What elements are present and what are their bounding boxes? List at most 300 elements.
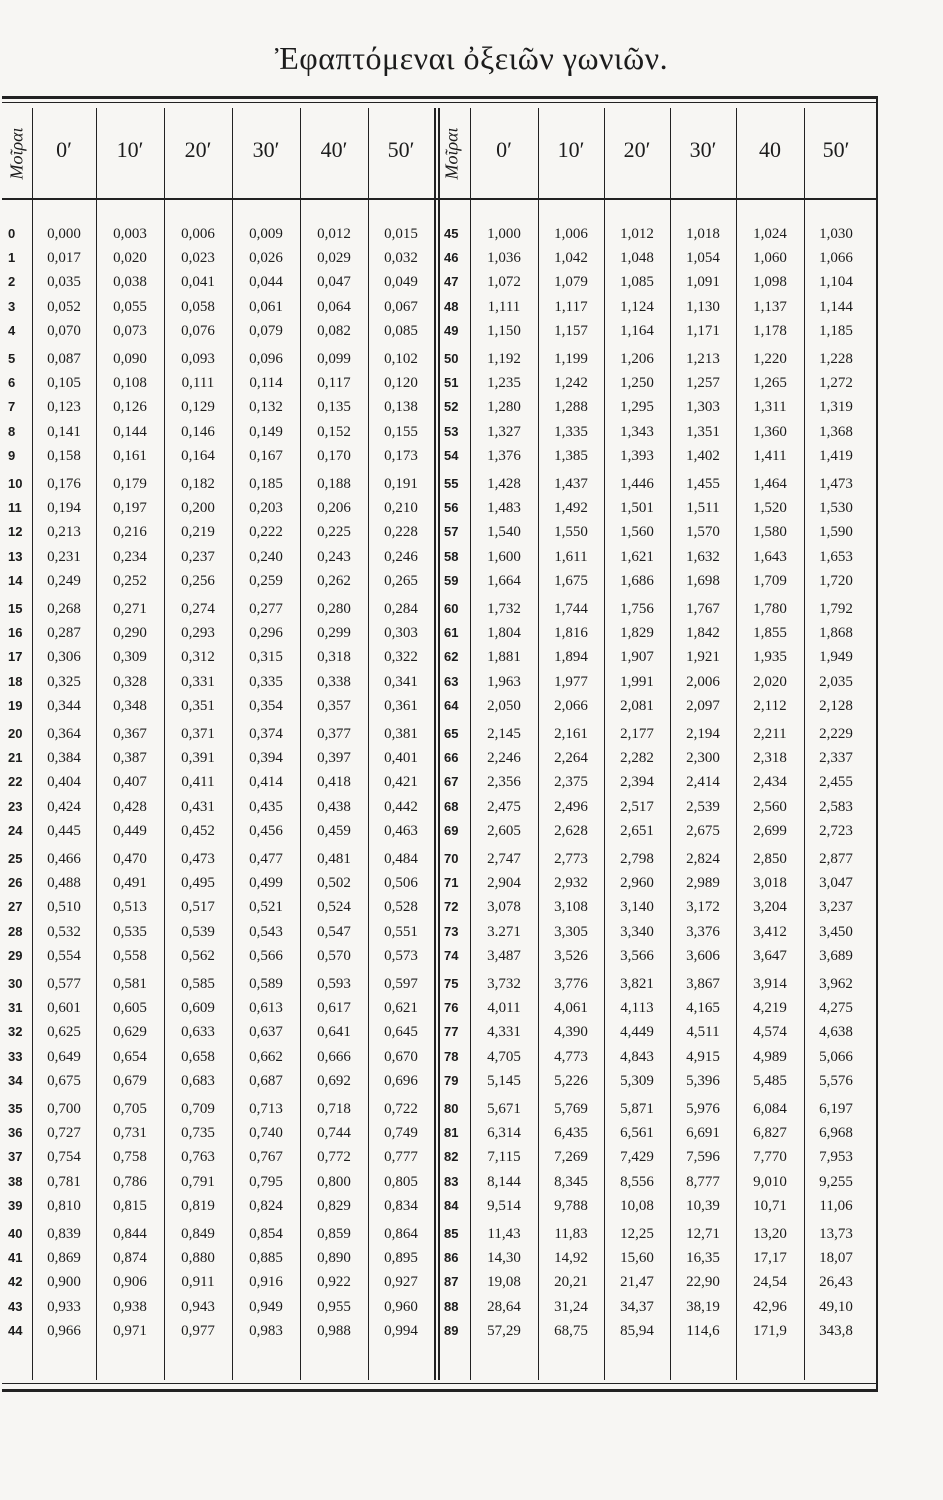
right-value-cell: 1,024 bbox=[753, 226, 787, 242]
left-value-cell: 0,404 bbox=[47, 774, 81, 791]
left-value-cell: 0,477 bbox=[249, 851, 283, 867]
left-value-cell: 0,585 bbox=[181, 976, 215, 992]
left-value-cell: 0,524 bbox=[317, 899, 351, 916]
left-value-cell: 0,767 bbox=[249, 1149, 283, 1166]
right-value-cell: 2,050 bbox=[487, 697, 521, 714]
right-value-cell: 5,226 bbox=[554, 1072, 588, 1089]
left-value-cell: 0,633 bbox=[181, 1024, 215, 1041]
right-degree-cell: 51 bbox=[444, 375, 459, 391]
right-value-cell: 1,621 bbox=[620, 548, 654, 565]
left-degree-cell: 32 bbox=[8, 1024, 23, 1040]
left-value-cell: 0,558 bbox=[113, 947, 147, 964]
right-value-cell: 4,275 bbox=[819, 1000, 853, 1017]
right-value-cell: 8,556 bbox=[620, 1173, 654, 1190]
left-value-cell: 0,055 bbox=[113, 298, 147, 315]
right-value-cell: 2,375 bbox=[554, 774, 588, 791]
right-value-cell: 6,968 bbox=[819, 1125, 853, 1142]
table-row bbox=[0, 371, 943, 395]
left-value-cell: 0,601 bbox=[47, 1000, 81, 1017]
right-degree-cell: 80 bbox=[444, 1101, 459, 1116]
left-value-cell: 0,506 bbox=[384, 875, 418, 892]
right-value-cell: 2,356 bbox=[487, 774, 521, 791]
right-value-cell: 5,769 bbox=[554, 1101, 588, 1117]
left-value-cell: 0,328 bbox=[113, 673, 147, 690]
right-value-cell: 5,976 bbox=[686, 1101, 720, 1117]
left-value-cell: 0,763 bbox=[181, 1149, 215, 1166]
right-value-cell: 1,446 bbox=[620, 476, 654, 492]
table-row bbox=[0, 1020, 943, 1044]
right-value-cell: 1,030 bbox=[819, 226, 853, 242]
right-value-cell: 1,185 bbox=[819, 322, 853, 339]
left-value-cell: 0,252 bbox=[113, 572, 147, 589]
left-value-cell: 0,194 bbox=[47, 500, 81, 517]
right-value-cell: 3,305 bbox=[554, 923, 588, 940]
left-value-cell: 0,164 bbox=[181, 447, 215, 464]
right-degree-cell: 45 bbox=[444, 226, 459, 241]
right-degree-cell: 59 bbox=[444, 572, 459, 588]
right-value-cell: 2,264 bbox=[554, 750, 588, 767]
left-value-cell: 0,922 bbox=[317, 1274, 351, 1291]
left-degree-cell: 18 bbox=[8, 673, 23, 689]
left-value-cell: 0,231 bbox=[47, 548, 81, 565]
right-minute-header-4: 40 bbox=[759, 137, 781, 162]
right-value-cell: 2,211 bbox=[753, 726, 787, 742]
right-value-cell: 4,989 bbox=[753, 1048, 787, 1065]
left-value-cell: 0,047 bbox=[317, 274, 351, 291]
left-value-cell: 0,087 bbox=[47, 351, 81, 367]
right-value-cell: 42,96 bbox=[753, 1298, 787, 1315]
right-value-cell: 5,066 bbox=[819, 1048, 853, 1065]
minute-header-4: 40′ bbox=[320, 137, 348, 162]
right-value-cell: 2,989 bbox=[686, 875, 720, 892]
left-value-cell: 0,216 bbox=[113, 524, 147, 541]
right-value-cell: 3,078 bbox=[487, 899, 521, 916]
left-value-cell: 0,079 bbox=[249, 322, 283, 339]
table-row bbox=[0, 246, 943, 270]
left-value-cell: 0,740 bbox=[249, 1125, 283, 1142]
right-value-cell: 3,108 bbox=[554, 899, 588, 916]
right-value-cell: 1,894 bbox=[554, 649, 588, 666]
right-value-cell: 34,37 bbox=[620, 1298, 654, 1315]
right-value-cell: 2,675 bbox=[686, 822, 720, 839]
right-value-cell: 1,327 bbox=[487, 423, 521, 440]
right-value-cell: 5,396 bbox=[686, 1072, 720, 1089]
left-value-cell: 0,521 bbox=[249, 899, 283, 916]
right-value-cell: 1,675 bbox=[554, 572, 588, 589]
right-value-cell: 1,178 bbox=[753, 322, 787, 339]
left-value-cell: 0,287 bbox=[47, 625, 81, 642]
right-value-cell: 13,20 bbox=[753, 1226, 787, 1242]
left-value-cell: 0,570 bbox=[317, 947, 351, 964]
right-value-cell: 3,914 bbox=[753, 976, 787, 992]
left-value-cell: 0,312 bbox=[181, 649, 215, 666]
right-value-cell: 1,437 bbox=[554, 476, 588, 492]
left-value-cell: 0,654 bbox=[113, 1048, 147, 1065]
left-value-cell: 0,265 bbox=[384, 572, 418, 589]
right-value-cell: 4,331 bbox=[487, 1024, 521, 1041]
right-value-cell: 9,514 bbox=[487, 1197, 521, 1214]
right-value-cell: 1,343 bbox=[620, 423, 654, 440]
right-value-cell: 1,213 bbox=[686, 351, 720, 367]
right-value-cell: 1,036 bbox=[487, 250, 521, 267]
right-value-cell: 2,628 bbox=[554, 822, 588, 839]
right-degree-cell: 48 bbox=[444, 298, 459, 314]
right-value-cell: 1,590 bbox=[819, 524, 853, 541]
right-value-cell: 2,081 bbox=[620, 697, 654, 714]
left-value-cell: 0,262 bbox=[317, 572, 351, 589]
right-value-cell: 4,219 bbox=[753, 1000, 787, 1017]
table-row bbox=[0, 1045, 943, 1069]
right-value-cell: 2,932 bbox=[554, 875, 588, 892]
right-value-cell: 1,012 bbox=[620, 226, 654, 242]
table-row bbox=[0, 1222, 943, 1246]
left-degree-cell: 12 bbox=[8, 524, 23, 540]
right-value-cell: 68,75 bbox=[554, 1322, 588, 1339]
left-value-cell: 0,513 bbox=[113, 899, 147, 916]
left-value-cell: 0,344 bbox=[47, 697, 81, 714]
left-value-cell: 0,605 bbox=[113, 1000, 147, 1017]
left-value-cell: 0,499 bbox=[249, 875, 283, 892]
left-value-cell: 0,683 bbox=[181, 1072, 215, 1089]
left-value-cell: 0,141 bbox=[47, 423, 81, 440]
left-degree-cell: 43 bbox=[8, 1298, 23, 1314]
left-value-cell: 0,718 bbox=[317, 1101, 351, 1117]
left-value-cell: 0,577 bbox=[47, 976, 81, 992]
right-value-cell: 4,843 bbox=[620, 1048, 654, 1065]
left-value-cell: 0,017 bbox=[47, 250, 81, 267]
left-degree-cell: 29 bbox=[8, 947, 23, 963]
right-degree-cell: 52 bbox=[444, 399, 459, 415]
right-value-cell: 2,282 bbox=[620, 750, 654, 767]
right-value-cell: 8,144 bbox=[487, 1173, 521, 1190]
right-degree-cell: 78 bbox=[444, 1048, 459, 1064]
left-degree-cell: 40 bbox=[8, 1226, 23, 1241]
left-degree-cell: 6 bbox=[8, 375, 16, 391]
right-value-cell: 1,018 bbox=[686, 226, 720, 242]
left-degree-cell: 8 bbox=[8, 423, 16, 439]
left-value-cell: 0,675 bbox=[47, 1072, 81, 1089]
right-value-cell: 1,000 bbox=[487, 226, 521, 242]
right-value-cell: 2,246 bbox=[487, 750, 521, 767]
right-value-cell: 1,550 bbox=[554, 524, 588, 541]
left-degree-cell: 14 bbox=[8, 572, 23, 588]
left-value-cell: 0,144 bbox=[113, 423, 147, 440]
right-value-cell: 2,414 bbox=[686, 774, 720, 791]
left-value-cell: 0,149 bbox=[249, 423, 283, 440]
right-degree-cell: 73 bbox=[444, 923, 459, 939]
right-value-cell: 1,732 bbox=[487, 601, 521, 617]
left-value-cell: 0,933 bbox=[47, 1298, 81, 1315]
right-value-cell: 1,560 bbox=[620, 524, 654, 541]
left-value-cell: 0,696 bbox=[384, 1072, 418, 1089]
right-value-cell: 3,237 bbox=[819, 899, 853, 916]
left-value-cell: 0,064 bbox=[317, 298, 351, 315]
left-value-cell: 0,772 bbox=[317, 1149, 351, 1166]
right-value-cell: 21,47 bbox=[620, 1274, 654, 1291]
right-value-cell: 1,428 bbox=[487, 476, 521, 492]
left-value-cell: 0,613 bbox=[249, 1000, 283, 1017]
left-value-cell: 0,800 bbox=[317, 1173, 351, 1190]
left-value-cell: 0,510 bbox=[47, 899, 81, 916]
right-degree-cell: 82 bbox=[444, 1149, 459, 1165]
right-degree-cell: 85 bbox=[444, 1226, 459, 1241]
table-row bbox=[0, 222, 943, 246]
left-value-cell: 0,449 bbox=[113, 822, 147, 839]
right-value-cell: 2,161 bbox=[554, 726, 588, 742]
right-value-cell: 2,904 bbox=[487, 875, 521, 892]
right-value-cell: 7,429 bbox=[620, 1149, 654, 1166]
right-value-cell: 2,097 bbox=[686, 697, 720, 714]
right-value-cell: 2,651 bbox=[620, 822, 654, 839]
left-value-cell: 0,325 bbox=[47, 673, 81, 690]
left-value-cell: 0,397 bbox=[317, 750, 351, 767]
left-degree-cell: 11 bbox=[8, 500, 22, 516]
left-value-cell: 0,502 bbox=[317, 875, 351, 892]
right-minute-header-0: 0′ bbox=[496, 137, 512, 162]
left-degree-cell: 20 bbox=[8, 726, 23, 741]
right-degree-cell: 63 bbox=[444, 673, 459, 689]
table-row bbox=[0, 395, 943, 419]
left-value-cell: 0,777 bbox=[384, 1149, 418, 1166]
left-value-cell: 0,114 bbox=[249, 375, 283, 392]
left-value-cell: 0,299 bbox=[317, 625, 351, 642]
table-row bbox=[0, 645, 943, 669]
right-value-cell: 4,449 bbox=[620, 1024, 654, 1041]
right-value-cell: 4,390 bbox=[554, 1024, 588, 1041]
right-value-cell: 1,192 bbox=[487, 351, 521, 367]
left-value-cell: 0,146 bbox=[181, 423, 215, 440]
right-degree-cell: 86 bbox=[444, 1250, 459, 1266]
left-value-cell: 0,988 bbox=[317, 1322, 351, 1339]
left-degree-cell: 13 bbox=[8, 548, 23, 564]
right-value-cell: 85,94 bbox=[620, 1322, 654, 1339]
right-value-cell: 3,172 bbox=[686, 899, 720, 916]
right-value-cell: 1,653 bbox=[819, 548, 853, 565]
table-row bbox=[0, 597, 943, 621]
left-degree-cell: 21 bbox=[8, 750, 23, 766]
left-value-cell: 0,885 bbox=[249, 1250, 283, 1267]
left-degree-cell: 17 bbox=[8, 649, 23, 665]
left-value-cell: 0,466 bbox=[47, 851, 81, 867]
right-value-cell: 3,047 bbox=[819, 875, 853, 892]
right-minute-header-5: 50′ bbox=[822, 137, 850, 162]
right-value-cell: 1,643 bbox=[753, 548, 787, 565]
right-value-cell: 1,756 bbox=[620, 601, 654, 617]
left-value-cell: 0,277 bbox=[249, 601, 283, 617]
left-value-cell: 0,237 bbox=[181, 548, 215, 565]
left-value-cell: 0,670 bbox=[384, 1048, 418, 1065]
right-value-cell: 1,520 bbox=[753, 500, 787, 517]
left-value-cell: 0,428 bbox=[113, 798, 147, 815]
left-value-cell: 0,170 bbox=[317, 447, 351, 464]
left-value-cell: 0,222 bbox=[249, 524, 283, 541]
left-value-cell: 0,906 bbox=[113, 1274, 147, 1291]
right-value-cell: 1,720 bbox=[819, 572, 853, 589]
right-value-cell: 17,17 bbox=[753, 1250, 787, 1267]
table-row bbox=[0, 1295, 943, 1319]
right-value-cell: 24,54 bbox=[753, 1274, 787, 1291]
table-row bbox=[0, 496, 943, 520]
left-value-cell: 0,452 bbox=[181, 822, 215, 839]
left-value-cell: 0,009 bbox=[249, 226, 283, 242]
table-row bbox=[0, 871, 943, 895]
right-value-cell: 1,483 bbox=[487, 500, 521, 517]
right-value-cell: 3,776 bbox=[554, 976, 588, 992]
left-value-cell: 0,274 bbox=[181, 601, 215, 617]
left-value-cell: 0,246 bbox=[384, 548, 418, 565]
right-degree-cell: 87 bbox=[444, 1274, 459, 1290]
left-value-cell: 0,916 bbox=[249, 1274, 283, 1291]
left-value-cell: 0,810 bbox=[47, 1197, 81, 1214]
right-degree-cell: 67 bbox=[444, 774, 459, 790]
right-value-cell: 1,829 bbox=[620, 625, 654, 642]
left-value-cell: 0,197 bbox=[113, 500, 147, 517]
right-value-cell: 2,020 bbox=[753, 673, 787, 690]
right-value-cell: 1,385 bbox=[554, 447, 588, 464]
right-value-cell: 1,085 bbox=[620, 274, 654, 291]
right-degree-cell: 69 bbox=[444, 822, 459, 838]
right-value-cell: 1,792 bbox=[819, 601, 853, 617]
right-degree-cell: 75 bbox=[444, 976, 459, 991]
right-value-cell: 1,066 bbox=[819, 250, 853, 267]
left-value-cell: 0,111 bbox=[181, 375, 215, 392]
left-value-cell: 0,637 bbox=[249, 1024, 283, 1041]
left-value-cell: 0,815 bbox=[113, 1197, 147, 1214]
right-value-cell: 1,164 bbox=[620, 322, 654, 339]
right-value-cell: 1,335 bbox=[554, 423, 588, 440]
right-value-cell: 3,204 bbox=[753, 899, 787, 916]
left-value-cell: 0,895 bbox=[384, 1250, 418, 1267]
right-value-cell: 2,006 bbox=[686, 673, 720, 690]
left-value-cell: 0,617 bbox=[317, 1000, 351, 1017]
left-degree-cell: 25 bbox=[8, 851, 23, 866]
left-value-cell: 0,394 bbox=[249, 750, 283, 767]
left-value-cell: 0,361 bbox=[384, 697, 418, 714]
right-degree-cell: 71 bbox=[444, 875, 459, 891]
right-value-cell: 26,43 bbox=[819, 1274, 853, 1291]
right-value-cell: 1,698 bbox=[686, 572, 720, 589]
table-row bbox=[0, 770, 943, 794]
minute-header-3: 30′ bbox=[252, 137, 280, 162]
table-row bbox=[0, 295, 943, 319]
right-value-cell: 1,171 bbox=[686, 322, 720, 339]
left-value-cell: 0,374 bbox=[249, 726, 283, 742]
left-value-cell: 0,407 bbox=[113, 774, 147, 791]
right-value-cell: 1,199 bbox=[554, 351, 588, 367]
left-degree-cell: 44 bbox=[8, 1322, 23, 1338]
left-value-cell: 0,061 bbox=[249, 298, 283, 315]
right-value-cell: 2,747 bbox=[487, 851, 521, 867]
right-value-cell: 2,798 bbox=[620, 851, 654, 867]
left-value-cell: 0,609 bbox=[181, 1000, 215, 1017]
left-value-cell: 0,658 bbox=[181, 1048, 215, 1065]
left-degree-cell: 10 bbox=[8, 476, 23, 491]
left-value-cell: 0,176 bbox=[47, 476, 81, 492]
left-value-cell: 0,709 bbox=[181, 1101, 215, 1117]
left-value-cell: 0,955 bbox=[317, 1298, 351, 1315]
left-value-cell: 0,123 bbox=[47, 399, 81, 416]
right-value-cell: 1,288 bbox=[554, 399, 588, 416]
right-value-cell: 1,664 bbox=[487, 572, 521, 589]
right-value-cell: 3,487 bbox=[487, 947, 521, 964]
left-value-cell: 0,191 bbox=[384, 476, 418, 492]
right-value-cell: 3,689 bbox=[819, 947, 853, 964]
right-value-cell: 1,157 bbox=[554, 322, 588, 339]
table-row bbox=[0, 1145, 943, 1169]
right-degree-cell: 55 bbox=[444, 476, 459, 491]
right-value-cell: 16,35 bbox=[686, 1250, 720, 1267]
table-row bbox=[0, 319, 943, 343]
right-value-cell: 1,511 bbox=[686, 500, 720, 517]
left-value-cell: 0,517 bbox=[181, 899, 215, 916]
right-value-cell: 1,257 bbox=[686, 375, 720, 392]
left-value-cell: 0,662 bbox=[249, 1048, 283, 1065]
left-value-cell: 0,173 bbox=[384, 447, 418, 464]
right-value-cell: 1,611 bbox=[554, 548, 588, 565]
left-value-cell: 0,411 bbox=[181, 774, 215, 791]
left-value-cell: 0,629 bbox=[113, 1024, 147, 1041]
right-value-cell: 2,773 bbox=[554, 851, 588, 867]
right-value-cell: 5,671 bbox=[487, 1101, 521, 1117]
right-value-cell: 1,360 bbox=[753, 423, 787, 440]
right-value-cell: 1,272 bbox=[819, 375, 853, 392]
right-value-cell: 1,868 bbox=[819, 625, 853, 642]
right-value-cell: 2,699 bbox=[753, 822, 787, 839]
left-degree-cell: 19 bbox=[8, 697, 23, 713]
left-value-cell: 0,977 bbox=[181, 1322, 215, 1339]
left-value-cell: 0,357 bbox=[317, 697, 351, 714]
left-value-cell: 0,093 bbox=[181, 351, 215, 367]
right-value-cell: 6,197 bbox=[819, 1101, 853, 1117]
right-value-cell: 11,43 bbox=[487, 1226, 521, 1242]
right-degree-cell: 66 bbox=[444, 750, 459, 766]
right-value-cell: 1,072 bbox=[487, 274, 521, 291]
left-value-cell: 0,090 bbox=[113, 351, 147, 367]
left-value-cell: 0,185 bbox=[249, 476, 283, 492]
left-value-cell: 0,488 bbox=[47, 875, 81, 892]
right-value-cell: 1,295 bbox=[620, 399, 654, 416]
right-value-cell: 1,842 bbox=[686, 625, 720, 642]
right-value-cell: 28,64 bbox=[487, 1298, 521, 1315]
right-degree-cell: 76 bbox=[444, 1000, 459, 1016]
left-value-cell: 0,705 bbox=[113, 1101, 147, 1117]
right-value-cell: 1,220 bbox=[753, 351, 787, 367]
right-value-cell: 9,788 bbox=[554, 1197, 588, 1214]
right-value-cell: 22,90 bbox=[686, 1274, 720, 1291]
left-value-cell: 0,155 bbox=[384, 423, 418, 440]
right-value-cell: 4,915 bbox=[686, 1048, 720, 1065]
left-value-cell: 0,364 bbox=[47, 726, 81, 742]
left-value-cell: 0,597 bbox=[384, 976, 418, 992]
left-value-cell: 0,387 bbox=[113, 750, 147, 767]
left-value-cell: 0,044 bbox=[249, 274, 283, 291]
right-value-cell: 2,145 bbox=[487, 726, 521, 742]
minute-header-1: 10′ bbox=[116, 137, 144, 162]
left-value-cell: 0,152 bbox=[317, 423, 351, 440]
right-value-cell: 1,280 bbox=[487, 399, 521, 416]
left-value-cell: 0,076 bbox=[181, 322, 215, 339]
right-value-cell: 57,29 bbox=[487, 1322, 521, 1339]
left-degree-cell: 24 bbox=[8, 822, 23, 838]
left-value-cell: 0,731 bbox=[113, 1125, 147, 1142]
left-value-cell: 0,331 bbox=[181, 673, 215, 690]
right-value-cell: 1,265 bbox=[753, 375, 787, 392]
left-value-cell: 0,099 bbox=[317, 351, 351, 367]
left-degree-cell: 23 bbox=[8, 798, 23, 814]
left-value-cell: 0,401 bbox=[384, 750, 418, 767]
table-row bbox=[0, 1194, 943, 1218]
left-value-cell: 0,758 bbox=[113, 1149, 147, 1166]
